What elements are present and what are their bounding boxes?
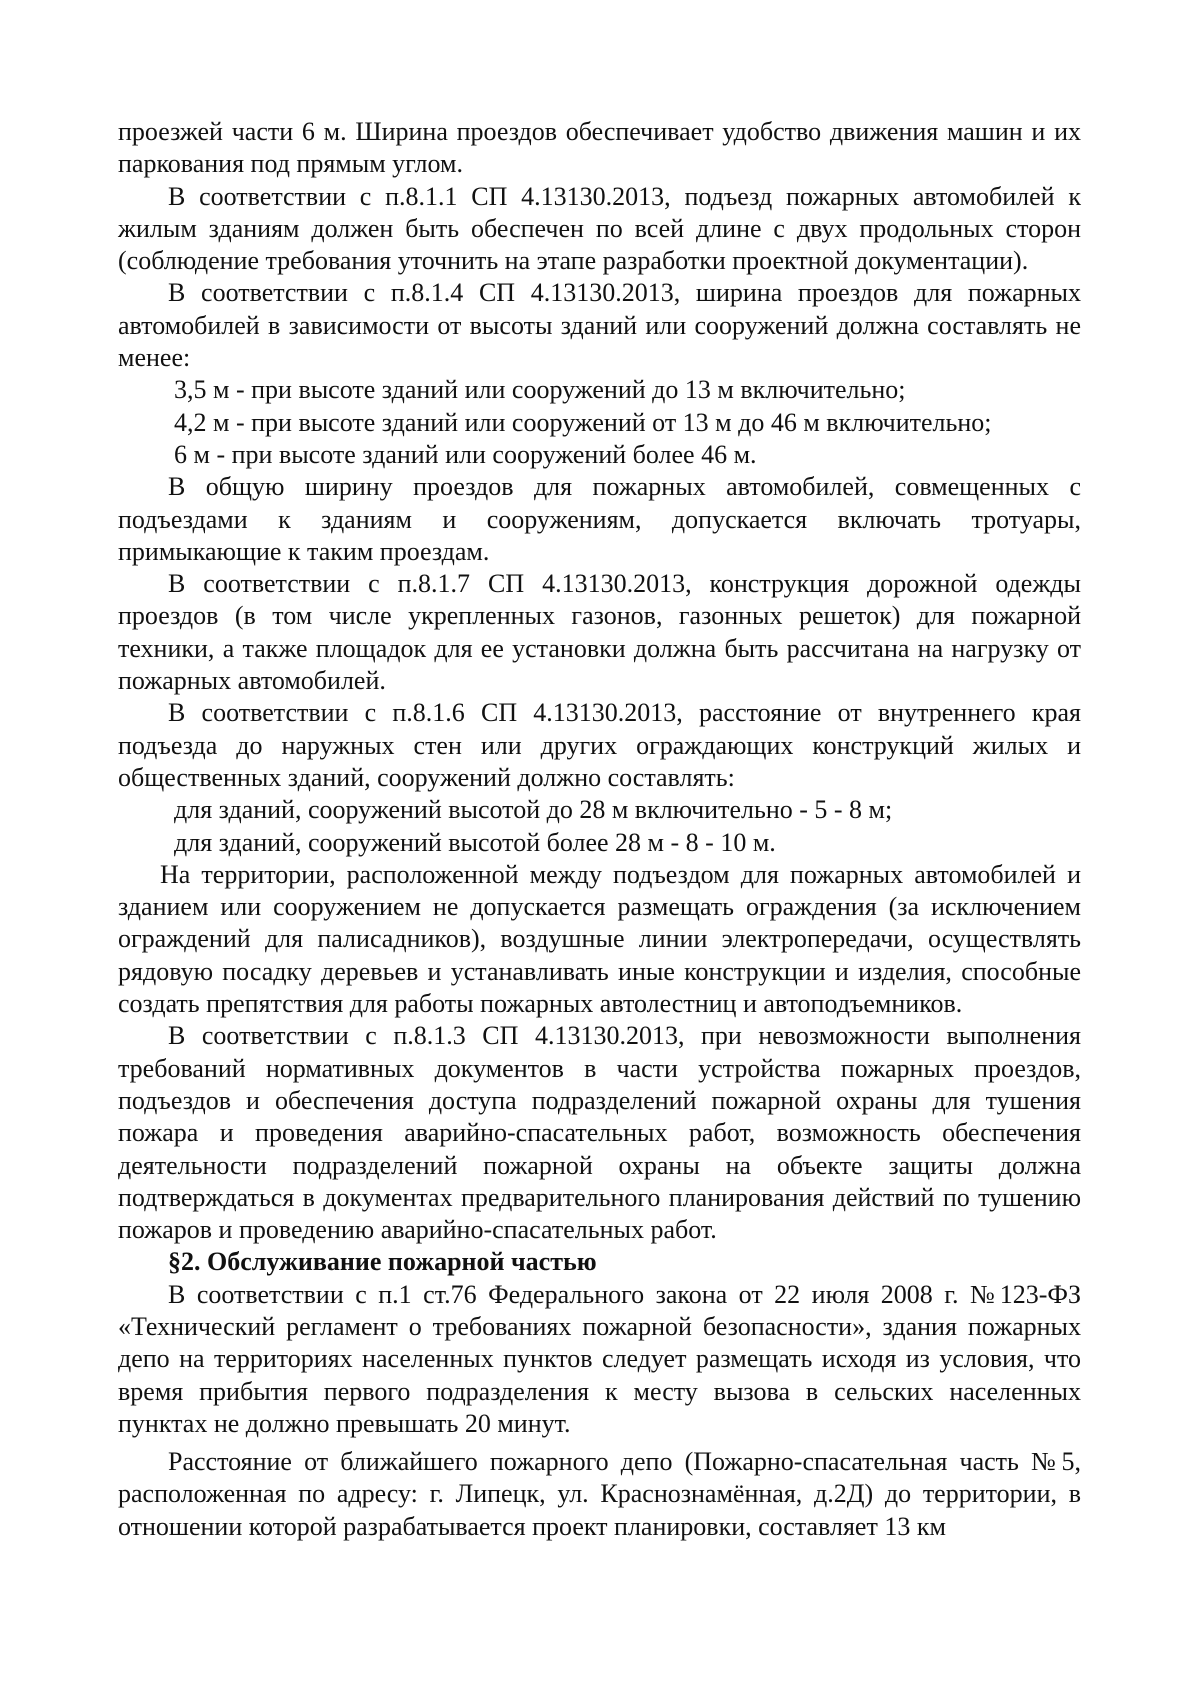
list-item: 3,5 м - при высоте зданий или сооружений до 13 м включительно; xyxy=(174,375,906,405)
paragraph-federal-law: В соответствии с п.1 ст.76 Федерального закона от 22 июля 2008 г. №123-ФЗ «Технический регламент о требованиях пожарной безопасности», здания пожарных депо на территориях населенных пунктов следует размещать исходя из условия, что время прибытия первого подразделения к месту вызова в сельских населенных пунктах не должно превышать 20 минут. xyxy=(118,1279,1081,1438)
paragraph-sidewalks-included: В общую ширину проездов для пожарных автомобилей, совмещенных с подъездами к зданиям и сооружениям, допускается включать тротуары, примыкающие к таким проездам. xyxy=(118,472,1081,566)
paragraph-pavement-load: В соответствии с п.8.1.7 СП 4.13130.2013, конструкция дорожной одежды проездов (в том числе укрепленных газонов, газонных решеток) для пожарной техники, а также площадок для ее установки должна быть рассчитана на нагрузку от пожарных автомобилей. xyxy=(118,569,1081,696)
paragraph-nearest-depot-distance: Расстояние от ближайшего пожарного депо (Пожарно-спасательная часть №5, расположенная по адресу: г. Липецк, ул. Краснознамённая, д.2Д) до территории, в отношении которой разрабатывается проект планировки, составляет 13 км xyxy=(118,1447,1081,1541)
driveway-width-list xyxy=(118,374,1081,471)
paragraph-impossibility-requirements: В соответствии с п.8.1.3 СП 4.13130.2013, при невозможности выполнения требований нормативных документов в части устройства пожарных проездов, подъездов и обеспечения доступа подразделений пожарной охраны для тушения пожара и проведения аварийно-спасательных работ, возможность обеспечения деятельности подразделений пожарной охраны на объекте защиты должна подтверждаться в документах предварительного планирования действий по тушению пожаров и проведению аварийно-спасательных работ. xyxy=(118,1021,1081,1245)
document-body xyxy=(118,116,1081,1543)
paragraph-prohibited-obstacles: На территории, расположенной между подъездом для пожарных автомобилей и зданием или сооружением не допускается размещать ограждения (за исключением ограждений для палисадников), воздушные линии электропередачи, осуществлять рядовую посадку деревьев и устанавливать иные конструкции и изделия, способные создать препятствия для работы пожарных автолестниц и автоподъемников. xyxy=(118,859,1081,1019)
section-heading: §2. Обслуживание пожарной частью xyxy=(168,1247,597,1277)
paragraph-roadway-width: проезжей части 6 м. Ширина проездов обеспечивает удобство движения машин и их паркования под прямым углом. xyxy=(118,117,1081,179)
distance-list xyxy=(118,794,1081,859)
list-item: 4,2 м - при высоте зданий или сооружений от 13 м до 46 м включительно; xyxy=(174,407,992,437)
paragraph-access-along-length: В соответствии с п.8.1.1 СП 4.13130.2013, подъезд пожарных автомобилей к жилым зданиям должен быть обеспечен по всей длине с двух продольных сторон (соблюдение требования уточнить на этапе разработки проектной документации). xyxy=(118,181,1081,276)
list-item: для зданий, сооружений высотой до 28 м включительно - 5 - 8 м; xyxy=(174,795,893,825)
list-item: 6 м - при высоте зданий или сооружений более 46 м. xyxy=(174,439,757,469)
paragraph-distance-intro: В соответствии с п.8.1.6 СП 4.13130.2013, расстояние от внутреннего края подъезда до наружных стен или других ограждающих конструкций жилых и общественных зданий, сооружений должно составлять: xyxy=(118,698,1081,792)
paragraph-driveway-width-intro: В соответствии с п.8.1.4 СП 4.13130.2013, ширина проездов для пожарных автомобилей в зависимости от высоты зданий или сооружений должна составлять не менее: xyxy=(118,278,1081,373)
list-item: для зданий, сооружений высотой более 28 м - 8 - 10 м. xyxy=(174,827,776,857)
